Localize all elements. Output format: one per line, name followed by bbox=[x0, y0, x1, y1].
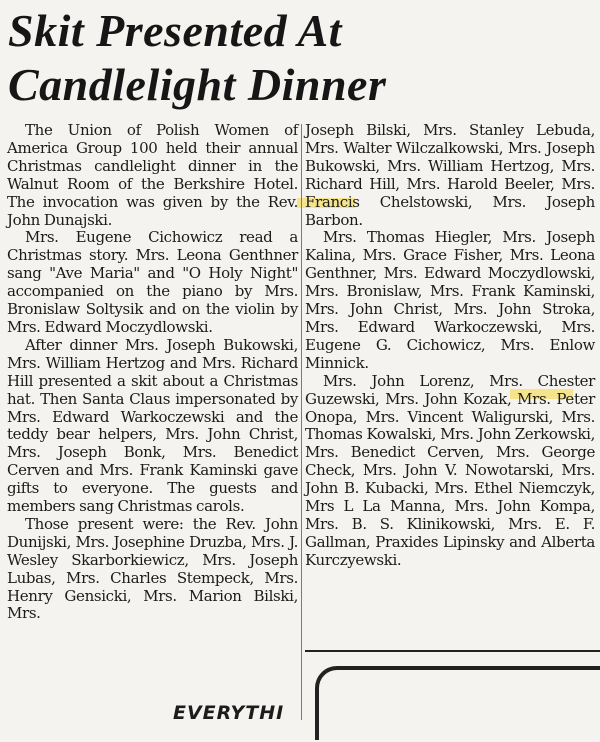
paragraph: The Union of Polish Women of America Group 100 held their annual Christmas candlelight dinner in the Walnut Room of the Berkshire Hotel. The invocation was given by the Rev. John Dunajski. bbox=[7, 121, 298, 229]
article-column-right bbox=[305, 122, 595, 570]
headline-line-1: Skit Presented At bbox=[8, 5, 342, 56]
column-rule bbox=[301, 124, 302, 720]
paragraph: Joseph Bilski, Mrs. Stanley Lebuda, Mrs. Walter Wilczalkowski, Mrs. Joseph Bukowski, Mrs. William Hertzog, Mrs. Richard Hill, Mrs. Harold Beeler, Mrs. Francis Chelstowski, Mrs. Joseph Barbon. bbox=[305, 121, 595, 229]
paragraph: Mrs. Eugene Cichowicz read a Christmas story. Mrs. Leona Genthner sang "Ave Maria" and "O Holy Night" accompanied on the piano by Mrs. Bronislaw Soltysik and on the violin by Mrs. Edward Moczydlowski. bbox=[7, 228, 298, 336]
advertisement-border bbox=[315, 666, 600, 740]
paragraph: After dinner Mrs. Joseph Bukowski, Mrs. William Hertzog and Mrs. Richard Hill presented a skit about a Christmas hat. Then Santa Claus impersonated by Mrs. Edward Warkoczewski and the teddy bear helpers, Mrs. John Christ, Mrs. Joseph Bonk, Mrs. Benedict Cerven and Mrs. Frank Kaminski gave gifts to everyone. The guests and members sang Christmas carols. bbox=[7, 335, 298, 516]
headline bbox=[8, 4, 598, 112]
advertisement-box bbox=[305, 650, 600, 742]
paragraph: Mrs. John Lorenz, Mrs. Chester Guzewski, Mrs. John Kozak, Mrs. Peter Onopa, Mrs. Vincent Waligurski, Mrs. Thomas Kowalski, Mrs. John Zerkowski, Mrs. Benedict Cerven, Mrs. George Check, Mrs. John V. Nowotarski, Mrs. John B. Kubacki, Mrs. Ethel Niemczyk, Mrs L La Manna, Mrs. John Kompa, Mrs. B. S. Klinikowski, Mrs. E. F. Gallman, Praxides Lipinsky and Alberta Kurczyewski. bbox=[305, 371, 595, 569]
headline-line-2: Candlelight Dinner bbox=[8, 59, 387, 110]
advertisement-text: EVERYTHI bbox=[173, 702, 285, 724]
paragraph: Mrs. Thomas Hiegler, Mrs. Joseph Kalina, Mrs. Grace Fisher, Mrs. Leona Genthner, Mrs. Edward Moczydlowski, Mrs. Bronislaw, Mrs. Frank Kaminski, Mrs. John Christ, Mrs. John Stroka, Mrs. Edward Warkoczewski, Mrs. Eugene G. Cichowicz, Mrs. Enlow Minnick. bbox=[305, 228, 595, 372]
article-column-left bbox=[7, 122, 298, 623]
paragraph: Those present were: the Rev. John Dunijski, Mrs. Josephine Druzba, Mrs. J. Wesley Skarborkiewicz, Mrs. Joseph Lubas, Mrs. Charles Stempeck, Mrs. Henry Gensicki, Mrs. Marion Bilski, Mrs. bbox=[7, 514, 298, 623]
